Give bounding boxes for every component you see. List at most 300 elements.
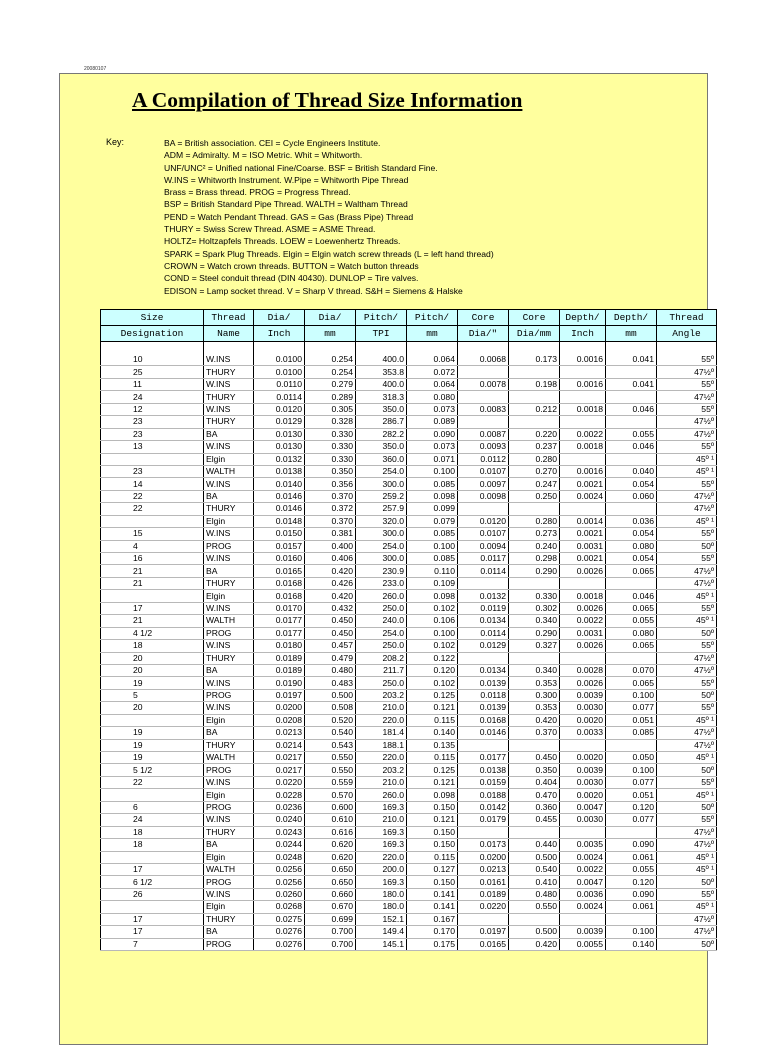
table-cell: 210.0 xyxy=(356,776,407,788)
table-cell: 0.700 xyxy=(305,926,356,938)
table-cell: 26 xyxy=(101,888,204,900)
table-cell: 0.122 xyxy=(407,652,458,664)
table-cell: 254.0 xyxy=(356,540,407,552)
table-cell xyxy=(560,453,606,465)
table-cell: 0.098 xyxy=(407,590,458,602)
table-cell: 0.054 xyxy=(606,553,657,565)
table-cell: 400.0 xyxy=(356,378,407,390)
table-cell: 0.0213 xyxy=(458,863,509,875)
table-cell: 55º xyxy=(657,528,717,540)
table-cell: 211.7 xyxy=(356,664,407,676)
table-cell: 0.0120 xyxy=(458,515,509,527)
table-cell: 47½º xyxy=(657,366,717,378)
table-cell: 250.0 xyxy=(356,640,407,652)
table-cell: 19 xyxy=(101,727,204,739)
table-cell: 208.2 xyxy=(356,652,407,664)
table-cell: 0.0022 xyxy=(560,615,606,627)
table-row xyxy=(101,926,717,938)
table-cell: 0.0138 xyxy=(254,465,305,477)
column-header: TPI xyxy=(356,326,407,342)
table-cell: 0.0165 xyxy=(458,938,509,950)
table-header-row xyxy=(101,326,717,342)
table-cell: 260.0 xyxy=(356,590,407,602)
table-cell xyxy=(560,416,606,428)
table-cell: 0.140 xyxy=(606,938,657,950)
table-cell: 0.040 xyxy=(606,465,657,477)
table-cell xyxy=(101,714,204,726)
column-header: Thread xyxy=(657,310,717,326)
table-cell: BA xyxy=(204,664,254,676)
table-cell: 47½º xyxy=(657,416,717,428)
table-cell: 0.127 xyxy=(407,863,458,875)
column-header: mm xyxy=(305,326,356,342)
table-cell xyxy=(606,366,657,378)
table-cell: WALTH xyxy=(204,465,254,477)
table-cell: 0.0168 xyxy=(254,577,305,589)
key-line: PEND = Watch Pendant Thread. GAS = Gas (Brass Pipe) Thread xyxy=(164,211,414,222)
table-cell xyxy=(509,913,560,925)
table-cell: 0.0132 xyxy=(254,453,305,465)
table-cell xyxy=(606,503,657,515)
table-cell: 169.3 xyxy=(356,876,407,888)
table-cell: 17 xyxy=(101,926,204,938)
table-cell: 45º ¹ xyxy=(657,752,717,764)
key-line: SPARK = Spark Plug Threads. Elgin = Elgin watch screw threads (L = left hand thread) xyxy=(164,248,494,259)
key-line: BA = British association. CEI = Cycle Engineers Institute. xyxy=(164,138,381,148)
table-cell: 300.0 xyxy=(356,528,407,540)
table-cell: 0.0020 xyxy=(560,752,606,764)
table-row xyxy=(101,689,717,701)
table-cell: 0.0036 xyxy=(560,888,606,900)
table-cell: 0.0087 xyxy=(458,428,509,440)
table-cell: 0.051 xyxy=(606,714,657,726)
table-row xyxy=(101,465,717,477)
table-cell: 0.046 xyxy=(606,403,657,415)
table-cell: 0.0024 xyxy=(560,901,606,913)
table-cell: 0.0148 xyxy=(254,515,305,527)
table-cell: 0.370 xyxy=(305,515,356,527)
table-cell: 0.0161 xyxy=(458,876,509,888)
table-cell: 0.141 xyxy=(407,901,458,913)
table-cell: 0.0039 xyxy=(560,926,606,938)
table-cell: 0.090 xyxy=(606,888,657,900)
table-cell: 0.0021 xyxy=(560,478,606,490)
table-cell: 0.065 xyxy=(606,677,657,689)
table-cell: 0.120 xyxy=(407,664,458,676)
table-cell: 0.0165 xyxy=(254,565,305,577)
table-cell: 45º ¹ xyxy=(657,465,717,477)
column-header: Thread xyxy=(204,310,254,326)
table-cell: 0.0094 xyxy=(458,540,509,552)
table-cell xyxy=(560,577,606,589)
table-cell: 0.270 xyxy=(509,465,560,477)
table-cell: 0.620 xyxy=(305,839,356,851)
table-cell: THURY xyxy=(204,503,254,515)
table-cell: 0.0047 xyxy=(560,801,606,813)
table-cell: 0.426 xyxy=(305,577,356,589)
table-cell: 47½º xyxy=(657,839,717,851)
table-cell: 0.550 xyxy=(305,764,356,776)
table-cell: 0.080 xyxy=(606,627,657,639)
table-cell: 0.0189 xyxy=(254,664,305,676)
table-cell: 17 xyxy=(101,913,204,925)
table-cell: 320.0 xyxy=(356,515,407,527)
table-cell: 0.0026 xyxy=(560,640,606,652)
table-cell: 0.090 xyxy=(407,428,458,440)
table-cell: 0.085 xyxy=(606,727,657,739)
table-cell xyxy=(560,391,606,403)
table-row xyxy=(101,453,717,465)
table-cell: 55º xyxy=(657,354,717,366)
table-cell: 47½º xyxy=(657,577,717,589)
table-row xyxy=(101,739,717,751)
table-cell: 45º ¹ xyxy=(657,863,717,875)
table-cell: 400.0 xyxy=(356,354,407,366)
table-cell: BA xyxy=(204,565,254,577)
table-cell: 0.0097 xyxy=(458,478,509,490)
table-cell: 45º ¹ xyxy=(657,615,717,627)
table-cell: 0.455 xyxy=(509,814,560,826)
table-spacer-row xyxy=(101,342,717,355)
table-cell: 0.0020 xyxy=(560,789,606,801)
table-row xyxy=(101,727,717,739)
table-cell: PROG xyxy=(204,938,254,950)
table-cell: 17 xyxy=(101,863,204,875)
table-cell: 0.700 xyxy=(305,938,356,950)
table-cell: 0.550 xyxy=(305,752,356,764)
table-cell xyxy=(606,577,657,589)
table-cell: 0.054 xyxy=(606,528,657,540)
table-cell: 55º xyxy=(657,640,717,652)
table-cell: 0.085 xyxy=(407,478,458,490)
table-cell xyxy=(458,913,509,925)
table-cell: 0.0129 xyxy=(254,416,305,428)
table-cell: 50º xyxy=(657,764,717,776)
table-cell: 0.121 xyxy=(407,776,458,788)
table-cell: 0.064 xyxy=(407,378,458,390)
key-line: THURY = Swiss Screw Thread. ASME = ASME Thread. xyxy=(164,224,376,235)
table-cell: THURY xyxy=(204,577,254,589)
table-cell: 0.298 xyxy=(509,553,560,565)
table-cell: 0.381 xyxy=(305,528,356,540)
table-cell: 0.0016 xyxy=(560,465,606,477)
thread-size-table xyxy=(100,309,717,951)
table-cell: 50º xyxy=(657,801,717,813)
table-cell: WALTH xyxy=(204,752,254,764)
table-cell: 0.0119 xyxy=(458,602,509,614)
table-cell: PROG xyxy=(204,627,254,639)
table-cell: THURY xyxy=(204,739,254,751)
table-cell: 0.457 xyxy=(305,640,356,652)
table-cell: 0.570 xyxy=(305,789,356,801)
table-cell: 230.9 xyxy=(356,565,407,577)
table-cell: 0.0112 xyxy=(458,453,509,465)
table-row xyxy=(101,652,717,664)
table-cell: 250.0 xyxy=(356,677,407,689)
table-cell: 0.120 xyxy=(606,876,657,888)
table-cell: 45º ¹ xyxy=(657,515,717,527)
table-cell: 360.0 xyxy=(356,453,407,465)
table-cell: 0.150 xyxy=(407,826,458,838)
table-cell: 0.370 xyxy=(509,727,560,739)
table-cell: THURY xyxy=(204,416,254,428)
table-cell xyxy=(458,826,509,838)
table-cell: 0.483 xyxy=(305,677,356,689)
table-cell: Elgin xyxy=(204,901,254,913)
table-cell: 20 xyxy=(101,652,204,664)
table-cell: 0.0260 xyxy=(254,888,305,900)
table-cell: 0.0100 xyxy=(254,354,305,366)
table-cell: 0.340 xyxy=(509,615,560,627)
table-cell xyxy=(458,366,509,378)
table-cell: 0.543 xyxy=(305,739,356,751)
key-label: Key: xyxy=(106,137,125,147)
table-cell: 0.100 xyxy=(606,689,657,701)
table-row xyxy=(101,888,717,900)
table-cell: 0.328 xyxy=(305,416,356,428)
table-row xyxy=(101,764,717,776)
column-header: Inch xyxy=(560,326,606,342)
table-cell: 0.0129 xyxy=(458,640,509,652)
table-cell: 0.470 xyxy=(509,789,560,801)
table-cell: 0.616 xyxy=(305,826,356,838)
table-cell: PROG xyxy=(204,689,254,701)
table-cell: 0.175 xyxy=(407,938,458,950)
table-cell: 0.0039 xyxy=(560,764,606,776)
table-cell: 0.150 xyxy=(407,801,458,813)
table-row xyxy=(101,714,717,726)
table-cell: 169.3 xyxy=(356,839,407,851)
table-cell: Elgin xyxy=(204,590,254,602)
table-cell: 0.060 xyxy=(606,490,657,502)
table-cell: 0.650 xyxy=(305,876,356,888)
table-cell: 0.0114 xyxy=(254,391,305,403)
table-cell: 0.0134 xyxy=(458,664,509,676)
table-cell: 19 xyxy=(101,677,204,689)
table-cell: 0.500 xyxy=(509,926,560,938)
table-cell xyxy=(560,503,606,515)
table-cell: 0.077 xyxy=(606,814,657,826)
table-cell: 0.064 xyxy=(407,354,458,366)
table-cell: 0.0114 xyxy=(458,565,509,577)
table-cell: 0.0243 xyxy=(254,826,305,838)
table-cell xyxy=(458,577,509,589)
table-cell: 0.0200 xyxy=(458,851,509,863)
table-cell: 0.050 xyxy=(606,752,657,764)
column-header: Core xyxy=(509,310,560,326)
table-cell: 0.410 xyxy=(509,876,560,888)
table-cell: 0.0016 xyxy=(560,354,606,366)
table-cell: 55º xyxy=(657,814,717,826)
table-cell: 0.0236 xyxy=(254,801,305,813)
table-cell: 22 xyxy=(101,490,204,502)
spreadsheet-page xyxy=(59,73,714,1045)
table-cell: 350.0 xyxy=(356,441,407,453)
table-cell: 0.0021 xyxy=(560,528,606,540)
table-cell: W.INS xyxy=(204,702,254,714)
table-cell: 47½º xyxy=(657,826,717,838)
table-cell: 0.290 xyxy=(509,627,560,639)
table-cell: Elgin xyxy=(204,851,254,863)
table-cell: 55º xyxy=(657,677,717,689)
table-cell: 210.0 xyxy=(356,814,407,826)
table-cell: 0.212 xyxy=(509,403,560,415)
table-cell: 0.0114 xyxy=(458,627,509,639)
table-cell: 0.340 xyxy=(509,664,560,676)
table-cell: 0.0078 xyxy=(458,378,509,390)
table-cell: 0.100 xyxy=(407,540,458,552)
table-cell xyxy=(509,416,560,428)
table-row xyxy=(101,702,717,714)
table-cell: 350.0 xyxy=(356,403,407,415)
table-cell: 0.0118 xyxy=(458,689,509,701)
table-cell: 0.0014 xyxy=(560,515,606,527)
table-cell: 220.0 xyxy=(356,851,407,863)
table-row xyxy=(101,441,717,453)
table-cell: 0.0134 xyxy=(458,615,509,627)
table-cell: 0.0098 xyxy=(458,490,509,502)
table-cell: 0.125 xyxy=(407,764,458,776)
table-cell: 0.0157 xyxy=(254,540,305,552)
table-cell: 0.550 xyxy=(509,901,560,913)
table-row xyxy=(101,677,717,689)
table-cell: 0.0275 xyxy=(254,913,305,925)
table-cell: 18 xyxy=(101,839,204,851)
table-cell: BA xyxy=(204,428,254,440)
table-cell: 259.2 xyxy=(356,490,407,502)
column-header: mm xyxy=(606,326,657,342)
table-cell: 0.0142 xyxy=(458,801,509,813)
table-cell: 0.109 xyxy=(407,577,458,589)
table-cell: 0.302 xyxy=(509,602,560,614)
table-cell: 0.0031 xyxy=(560,540,606,552)
table-row xyxy=(101,901,717,913)
table-cell xyxy=(606,391,657,403)
table-header-row xyxy=(101,310,717,326)
table-cell: 0.173 xyxy=(509,354,560,366)
table-cell: 55º xyxy=(657,378,717,390)
table-cell: 181.4 xyxy=(356,727,407,739)
table-cell: 0.420 xyxy=(509,714,560,726)
column-header: mm xyxy=(407,326,458,342)
table-cell: 0.077 xyxy=(606,776,657,788)
table-cell: 0.0117 xyxy=(458,553,509,565)
table-cell xyxy=(560,652,606,664)
table-row xyxy=(101,863,717,875)
table-cell: 0.254 xyxy=(305,354,356,366)
table-cell: 50º xyxy=(657,876,717,888)
table-cell: 0.150 xyxy=(407,876,458,888)
table-cell: 233.0 xyxy=(356,577,407,589)
table-cell: 0.0268 xyxy=(254,901,305,913)
table-cell: 22 xyxy=(101,776,204,788)
table-cell: 0.100 xyxy=(606,764,657,776)
table-cell: 0.0220 xyxy=(458,901,509,913)
table-cell: 318.3 xyxy=(356,391,407,403)
table-cell: 0.0018 xyxy=(560,441,606,453)
column-header: Pitch/ xyxy=(407,310,458,326)
table-cell: 15 xyxy=(101,528,204,540)
table-cell: 0.479 xyxy=(305,652,356,664)
table-cell: 7 xyxy=(101,938,204,950)
table-cell: 0.051 xyxy=(606,789,657,801)
column-header: Depth/ xyxy=(560,310,606,326)
table-cell: 0.070 xyxy=(606,664,657,676)
table-cell: 45º ¹ xyxy=(657,851,717,863)
table-cell: 0.0020 xyxy=(560,714,606,726)
table-row xyxy=(101,378,717,390)
table-cell: 0.0031 xyxy=(560,627,606,639)
table-row xyxy=(101,801,717,813)
table-cell: 0.0248 xyxy=(254,851,305,863)
table-cell: 0.170 xyxy=(407,926,458,938)
table-cell: BA xyxy=(204,490,254,502)
table-cell: 0.0030 xyxy=(560,776,606,788)
table-cell xyxy=(458,739,509,751)
table-cell: 0.036 xyxy=(606,515,657,527)
table-cell: 0.372 xyxy=(305,503,356,515)
table-cell: 0.0217 xyxy=(254,764,305,776)
table-row xyxy=(101,366,717,378)
table-cell: PROG xyxy=(204,876,254,888)
table-cell: 22 xyxy=(101,503,204,515)
table-cell: 0.0107 xyxy=(458,528,509,540)
key-line: HOLTZ= Holtzapfels Threads. LOEW = Loewenhertz Threads. xyxy=(164,236,401,247)
table-cell: 0.0035 xyxy=(560,839,606,851)
table-row xyxy=(101,515,717,527)
table-cell xyxy=(606,652,657,664)
table-cell: 0.0030 xyxy=(560,702,606,714)
table-cell: 0.0132 xyxy=(458,590,509,602)
table-cell: 169.3 xyxy=(356,826,407,838)
table-row xyxy=(101,789,717,801)
table-cell: 0.0120 xyxy=(254,403,305,415)
table-cell: 0.480 xyxy=(509,888,560,900)
table-cell: 0.0130 xyxy=(254,441,305,453)
table-cell xyxy=(560,366,606,378)
key-legend xyxy=(164,137,494,297)
table-row xyxy=(101,776,717,788)
table-row xyxy=(101,565,717,577)
column-header: Dia/ xyxy=(254,310,305,326)
table-cell: 180.0 xyxy=(356,901,407,913)
table-cell: 47½º xyxy=(657,664,717,676)
table-cell: 0.0179 xyxy=(458,814,509,826)
table-cell: W.INS xyxy=(204,354,254,366)
table-cell xyxy=(606,913,657,925)
table-cell: 0.0021 xyxy=(560,553,606,565)
table-cell: 0.0039 xyxy=(560,689,606,701)
table-cell: 0.135 xyxy=(407,739,458,751)
table-cell: 45º ¹ xyxy=(657,901,717,913)
table-cell: 0.500 xyxy=(509,851,560,863)
table-row xyxy=(101,615,717,627)
table-cell: 0.559 xyxy=(305,776,356,788)
table-cell: 0.0189 xyxy=(458,888,509,900)
table-cell: 0.125 xyxy=(407,689,458,701)
table-cell: 0.100 xyxy=(407,465,458,477)
table-cell: 0.250 xyxy=(509,490,560,502)
column-header: Depth/ xyxy=(606,310,657,326)
table-cell: 0.300 xyxy=(509,689,560,701)
table-cell: 0.330 xyxy=(305,453,356,465)
table-cell xyxy=(509,366,560,378)
table-cell: 145.1 xyxy=(356,938,407,950)
key-line: CROWN = Watch crown threads. BUTTON = Watch button threads xyxy=(164,260,419,271)
table-cell: 0.0068 xyxy=(458,354,509,366)
table-cell xyxy=(560,826,606,838)
table-cell: 45º ¹ xyxy=(657,590,717,602)
